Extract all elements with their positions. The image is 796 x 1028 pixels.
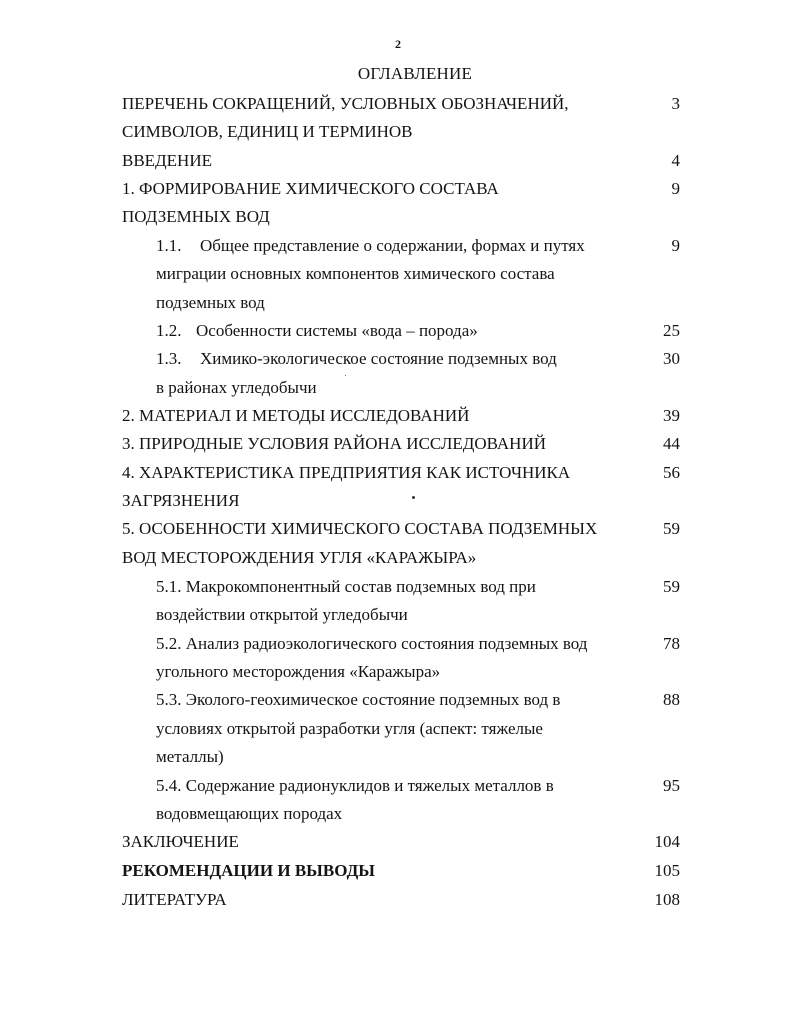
- toc-entry-4-line-1: Особенности системы «вода – порода»: [196, 321, 478, 340]
- toc-entry-5-page: 30: [663, 349, 680, 368]
- toc-entry-12-line-3: металлы): [156, 747, 224, 766]
- toc-entry-9-page: 59: [663, 519, 680, 538]
- toc-entry-9-line-1: 5. ОСОБЕННОСТИ ХИМИЧЕСКОГО СОСТАВА ПОДЗЕМНЫХ: [122, 519, 598, 538]
- toc-entry-2-page: 9: [671, 179, 680, 198]
- toc-entry-5-number: 1.3.: [156, 349, 182, 368]
- toc-entry-3-number: 1.1.: [156, 236, 182, 255]
- toc-entry-6-line-1: 2. МАТЕРИАЛ И МЕТОДЫ ИССЛЕДОВАНИЙ: [122, 406, 470, 425]
- toc-entry-12-line-2: условиях открытой разработки угля (аспект: тяжелые: [156, 719, 543, 738]
- toc-entry-15-page: 105: [654, 861, 680, 880]
- toc-entry-4-number: 1.2.: [156, 321, 182, 340]
- toc-entry-6-page: 39: [663, 406, 680, 425]
- toc-entry-16-line-1: ЛИТЕРАТУРА: [122, 890, 227, 909]
- scan-speck: [412, 496, 415, 499]
- toc-entry-2-line-1: 1. ФОРМИРОВАНИЕ ХИМИЧЕСКОГО СОСТАВА: [122, 179, 499, 198]
- toc-entry-8-line-1: 4. ХАРАКТЕРИСТИКА ПРЕДПРИЯТИЯ КАК ИСТОЧНИКА: [122, 463, 571, 482]
- toc-entry-14-line-1: ЗАКЛЮЧЕНИЕ: [122, 832, 239, 851]
- toc-entry-12-line-1: 5.3. Эколого-геохимическое состояние подземных вод в: [156, 690, 561, 709]
- toc-entry-11-line-1: 5.2. Анализ радиоэкологического состояния подземных вод: [156, 634, 588, 653]
- toc-entry-10-line-1: 5.1. Макрокомпонентный состав подземных вод при: [156, 577, 536, 596]
- toc-entry-0-line-2: СИМВОЛОВ, ЕДИНИЦ И ТЕРМИНОВ: [122, 122, 413, 141]
- toc-entry-16-page: 108: [654, 890, 680, 909]
- toc-entry-3-line-3: подземных вод: [156, 293, 265, 312]
- toc-entry-0-line-1: ПЕРЕЧЕНЬ СОКРАЩЕНИЙ, УСЛОВНЫХ ОБОЗНАЧЕНИЙ,: [122, 94, 569, 113]
- toc-title: ОГЛАВЛЕНИЕ: [357, 64, 473, 83]
- toc-entry-11-line-2: угольного месторождения «Каражыра»: [156, 662, 441, 681]
- toc-entry-3-line-2: миграции основных компонентов химического состава: [156, 264, 555, 283]
- toc-entry-13-page: 95: [663, 776, 680, 795]
- toc-entry-4-page: 25: [663, 321, 680, 340]
- toc-entry-8-page: 56: [663, 463, 680, 482]
- toc-entry-5-line-1: Химико-экологическое состояние подземных вод: [200, 349, 557, 368]
- toc-entry-8-line-2: ЗАГРЯЗНЕНИЯ: [122, 491, 240, 510]
- toc-entry-15-line-1: РЕКОМЕНДАЦИИ И ВЫВОДЫ: [122, 861, 375, 880]
- toc-entry-13-line-2: водовмещающих породах: [156, 804, 343, 823]
- toc-entry-14-page: 104: [654, 832, 680, 851]
- toc-entry-10-page: 59: [663, 577, 680, 596]
- toc-entry-2-line-2: ПОДЗЕМНЫХ ВОД: [122, 207, 270, 226]
- toc-entry-12-page: 88: [663, 690, 680, 709]
- toc-entry-11-page: 78: [663, 634, 680, 653]
- toc-entry-10-line-2: воздействии открытой угледобычи: [156, 605, 408, 624]
- toc-entry-13-line-1: 5.4. Содержание радионуклидов и тяжелых металлов в: [156, 776, 554, 795]
- toc-entry-7-page: 44: [663, 434, 680, 453]
- toc-entry-5-line-2: в районах угледобычи: [156, 378, 317, 397]
- scan-speck: [345, 375, 346, 376]
- toc-entry-7-line-1: 3. ПРИРОДНЫЕ УСЛОВИЯ РАЙОНА ИССЛЕДОВАНИЙ: [122, 434, 547, 453]
- toc-entry-0-page: 3: [671, 94, 680, 113]
- toc-entry-3-page: 9: [671, 236, 680, 255]
- page-number: 2: [395, 37, 401, 51]
- toc-entry-3-line-1: Общее представление о содержании, формах и путях: [200, 236, 585, 255]
- toc-entry-1-line-1: ВВЕДЕНИЕ: [122, 151, 212, 170]
- toc-entry-9-line-2: ВОД МЕСТОРОЖДЕНИЯ УГЛЯ «КАРАЖЫРА»: [122, 548, 477, 567]
- toc-entry-1-page: 4: [671, 151, 680, 170]
